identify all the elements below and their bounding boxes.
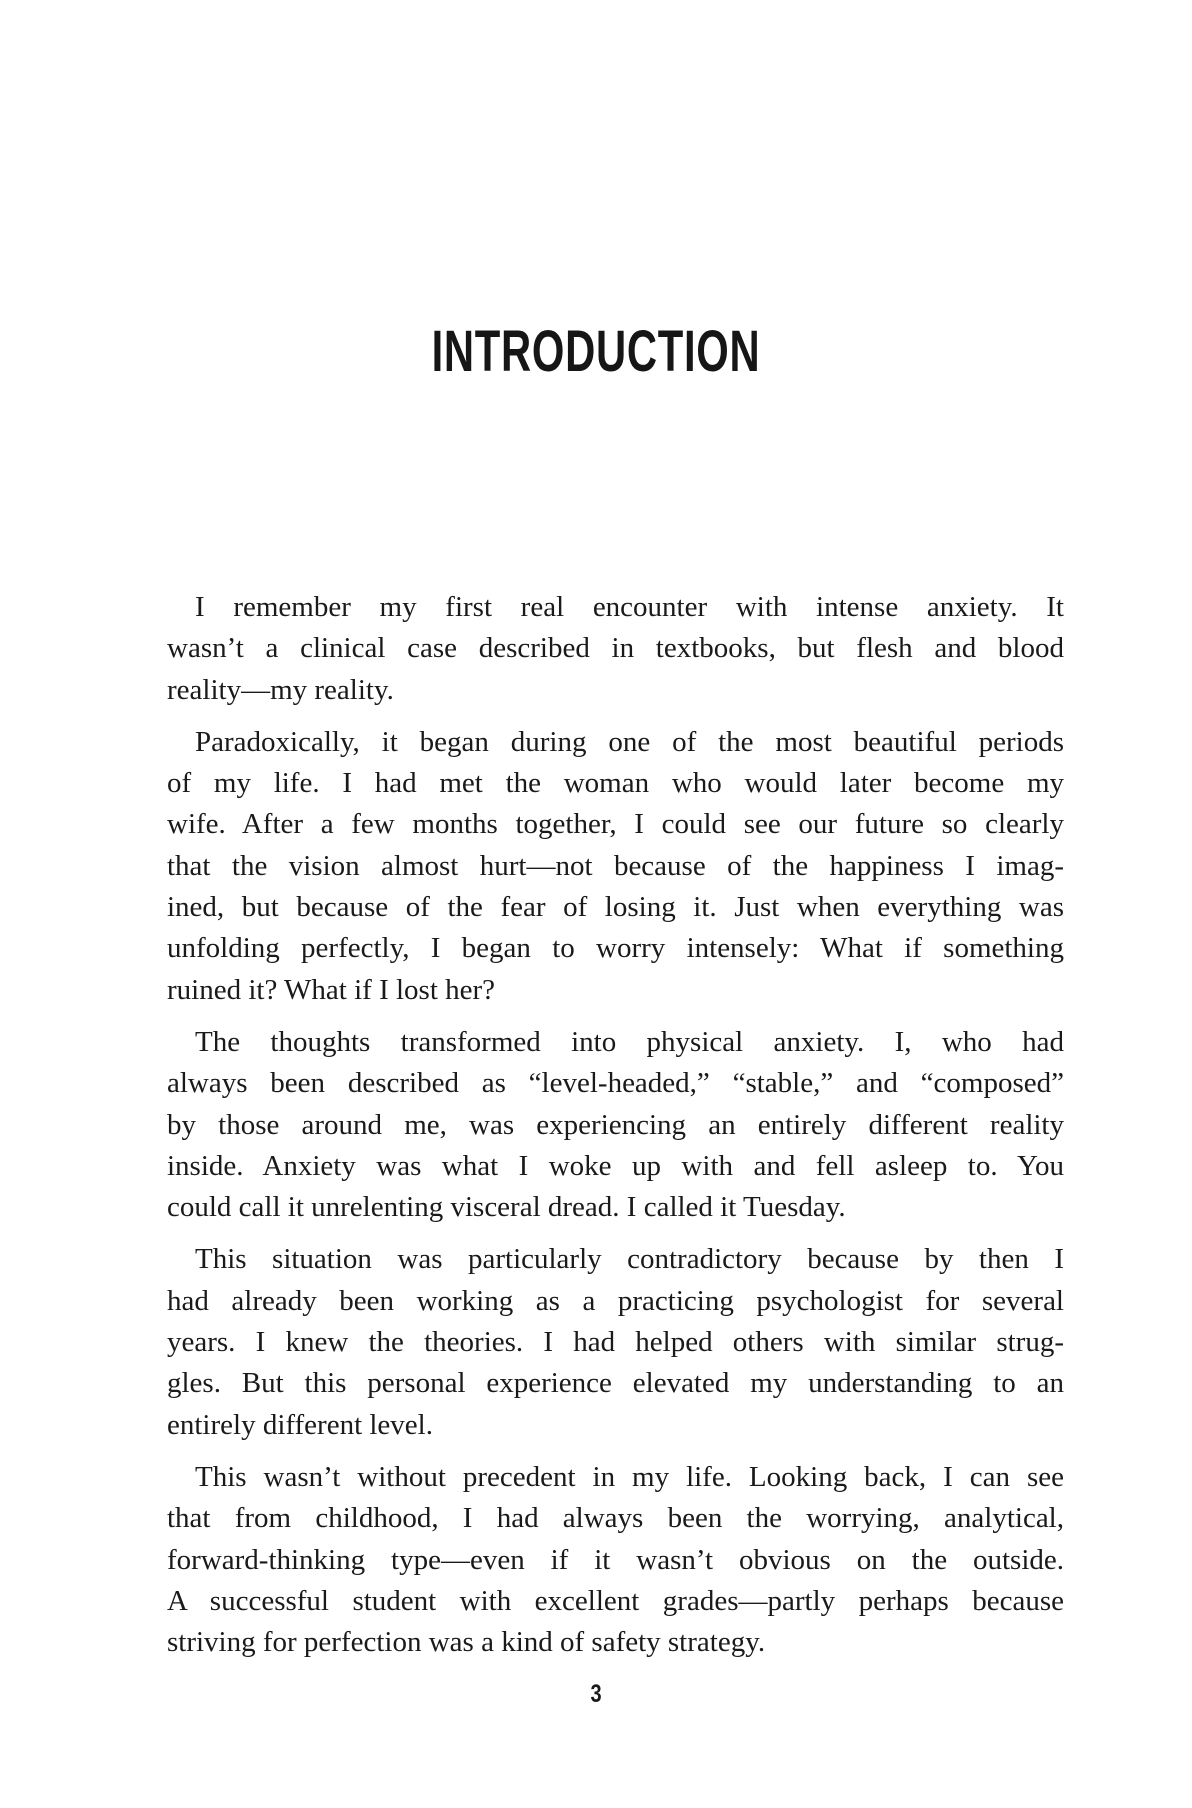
text-line: that the vision almost hurt—not because of the happiness I imag-: [167, 849, 1064, 882]
text-line: A successful student with excellent grades—partly perhaps because: [167, 1584, 1064, 1617]
text-line: that from childhood, I had always been the worrying, analytical,: [167, 1502, 1064, 1535]
paragraph: [167, 722, 1064, 1011]
text-line: wife. After a few months together, I could see our future so clearly: [167, 808, 1064, 841]
text-line: had already been working as a practicing psychologist for several: [167, 1284, 1064, 1317]
paragraph: [167, 1239, 1064, 1445]
text-line: of my life. I had met the woman who would later become my: [167, 767, 1064, 800]
page-number: 3: [590, 1680, 602, 1708]
text-line: forward-thinking type—even if it wasn’t obvious on the outside.: [167, 1543, 1064, 1576]
text-line: could call it unrelenting visceral dread. I called it Tuesday.: [167, 1191, 846, 1224]
paragraph: [167, 1022, 1064, 1228]
text-line: ined, but because of the fear of losing it. Just when everything was: [167, 891, 1064, 924]
text-line: I remember my first real encounter with intense anxiety. It: [195, 591, 1064, 623]
paragraph: [167, 1457, 1064, 1663]
text-line: This situation was particularly contradictory because by then I: [195, 1243, 1064, 1276]
text-line: always been described as “level-headed,” “stable,” and “composed”: [167, 1067, 1064, 1100]
text-line: years. I knew the theories. I had helped others with similar strug-: [167, 1326, 1064, 1359]
text-line: unfolding perfectly, I began to worry intensely: What if something: [167, 932, 1064, 965]
text-line: reality—my reality.: [167, 673, 394, 706]
chapter-body: [167, 587, 1064, 1674]
text-line: inside. Anxiety was what I woke up with and fell asleep to. You: [167, 1149, 1064, 1182]
text-line: gles. But this personal experience elevated my understanding to an: [167, 1367, 1064, 1400]
text-line: striving for perfection was a kind of safety strategy.: [167, 1626, 766, 1659]
text-line: entirely different level.: [167, 1408, 433, 1441]
text-line: The thoughts transformed into physical anxiety. I, who had: [195, 1025, 1064, 1058]
text-line: ruined it? What if I lost her?: [167, 973, 496, 1006]
text-line: by those around me, was experiencing an entirely different reality: [167, 1108, 1064, 1141]
paragraph: [167, 587, 1064, 711]
text-line: Paradoxically, it began during one of the most beautiful periods: [195, 725, 1064, 758]
text-line: wasn’t a clinical case described in textbooks, but flesh and blood: [167, 632, 1064, 665]
text-line: This wasn’t without precedent in my life. Looking back, I can see: [195, 1460, 1064, 1493]
chapter-title: INTRODUCTION: [431, 319, 761, 384]
